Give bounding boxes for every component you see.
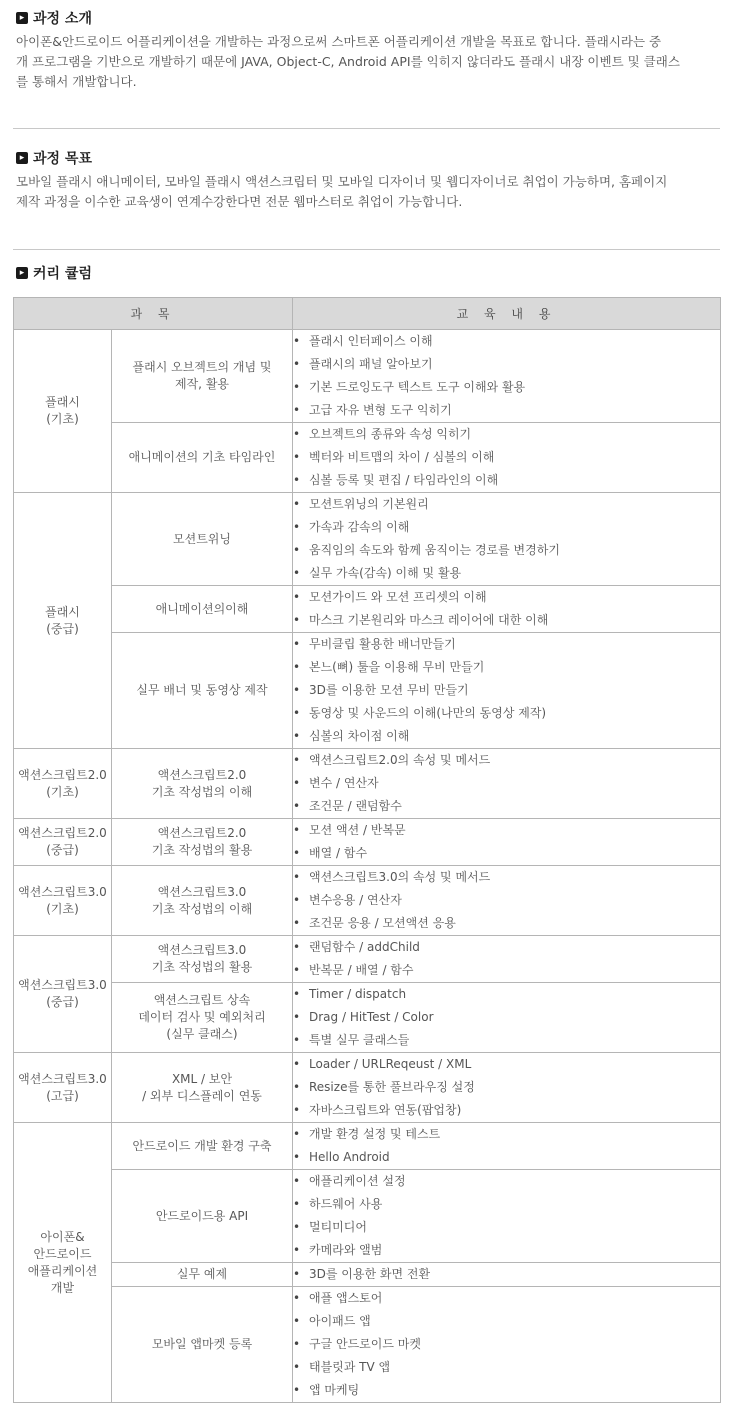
table-row (14, 1263, 721, 1287)
arrow-bullet-icon: ▸ (16, 152, 28, 164)
content-item: • Resize를 통한 풀브라우징 설정 (293, 1076, 720, 1099)
content-item: • 하드웨어 사용 (293, 1193, 720, 1216)
subject-label: 애니메이션의이해 (155, 601, 249, 616)
subject-cell (112, 1053, 293, 1123)
table-row (14, 633, 721, 749)
content-item: • 실무 가속(감속) 이해 및 활용 (293, 562, 720, 585)
table-row (14, 1170, 721, 1263)
category-label: (중급) (46, 995, 79, 1009)
content-list (293, 1123, 720, 1169)
content-item: • Timer / dispatch (293, 983, 720, 1006)
intro-line: 를 통해서 개발합니다. (16, 74, 137, 89)
curriculum-table (13, 297, 721, 1403)
category-label: 플래시 (45, 395, 80, 409)
subject-label: 액션스크립트 상속 (153, 993, 251, 1007)
category-cell (14, 1123, 112, 1403)
category-cell (14, 493, 112, 749)
table-row (14, 1123, 721, 1170)
content-item: • 앱 마케팅 (293, 1379, 720, 1402)
content-cell (293, 819, 721, 866)
section-divider (13, 128, 720, 129)
category-cell (14, 330, 112, 493)
category-label: (기초) (46, 784, 79, 799)
subject-label: 실무 배너 및 동영상 제작 (136, 683, 268, 697)
goal-heading (16, 148, 716, 168)
content-item: • 카메라와 앨범 (293, 1239, 720, 1262)
content-cell (293, 493, 721, 586)
subject-label: (실무 클래스) (166, 1027, 238, 1041)
table-row (14, 423, 721, 493)
header-subject: 과 목 (14, 298, 293, 330)
content-item: • 개발 환경 설정 및 테스트 (293, 1123, 720, 1146)
subject-label: 실무 예제 (176, 1267, 228, 1281)
category-cell (14, 866, 112, 936)
content-list (293, 1170, 720, 1262)
intro-title: 과정 소개 (33, 11, 92, 27)
category-cell (14, 819, 112, 866)
subject-cell (112, 866, 293, 936)
table-row (14, 330, 721, 423)
table-row (14, 493, 721, 586)
content-item: • 움직임의 속도와 함께 움직이는 경로를 변경하기 (293, 539, 720, 562)
subject-label: 기초 작성법의 활용 (151, 843, 253, 857)
subject-label: XML / 보안 (171, 1071, 233, 1086)
content-item: • 액션스크립트3.0의 속성 및 메서드 (293, 866, 720, 889)
content-item: • 멀티미디어 (293, 1216, 720, 1239)
content-list (293, 493, 720, 585)
category-label: 액션스크립트2.0 (18, 767, 107, 782)
content-cell (293, 330, 721, 423)
subject-label: 안드로이드용 API (155, 1208, 249, 1223)
category-label: 애플리케이션 (27, 1263, 98, 1278)
subject-label: / 외부 디스플레이 연동 (142, 1088, 262, 1103)
category-label: (기초) (46, 901, 79, 916)
intro-text (16, 32, 716, 92)
content-list (293, 819, 720, 865)
arrow-bullet-icon: ▸ (16, 267, 28, 279)
subject-cell (112, 819, 293, 866)
table-row (14, 1287, 721, 1403)
subject-cell (112, 330, 293, 423)
subject-label: 액션스크립트2.0 (157, 767, 247, 782)
content-item: • Drag / HitTest / Color (293, 1006, 720, 1029)
content-item: • 심볼의 차이점 이해 (293, 725, 720, 748)
content-item: • Hello Android (293, 1146, 720, 1169)
goal-section (16, 148, 716, 212)
subject-label: 데이터 검사 및 예외처리 (138, 1010, 266, 1024)
subject-label: 모션트위닝 (173, 531, 231, 546)
content-item: • 변수응용 / 연산자 (293, 889, 720, 912)
intro-section (16, 8, 716, 92)
category-label: (기초) (46, 412, 79, 426)
category-label: 플래시 (45, 604, 80, 619)
content-item: • 랜덤함수 / addChild (293, 936, 720, 959)
curriculum-section (16, 263, 716, 283)
content-item: • 모션 액션 / 반복문 (293, 819, 720, 842)
goal-line: 모바일 플래시 애니메이터, 모바일 플래시 액션스크립터 및 모바일 디자이너 및 웹디자이너로 취업이 가능하며, 홈페이지 (16, 174, 668, 189)
subject-cell (112, 983, 293, 1053)
content-list (293, 1287, 720, 1402)
content-item: • 구글 안드로이드 마켓 (293, 1333, 720, 1356)
content-item: • 플래시의 패널 알아보기 (293, 353, 720, 376)
content-cell (293, 1053, 721, 1123)
content-list (293, 1263, 720, 1286)
category-label: (중급) (46, 621, 79, 636)
content-item: • 무비클립 활용한 배너만들기 (293, 633, 720, 656)
content-item: • Loader / URLReqeust / XML (293, 1053, 720, 1076)
subject-cell (112, 586, 293, 633)
content-list (293, 423, 720, 492)
content-item: • 자바스크립트와 연동(팝업창) (293, 1099, 720, 1122)
content-item: • 애플리케이션 설정 (293, 1170, 720, 1193)
content-item: • 동영상 및 사운드의 이해(나만의 동영상 제작) (293, 702, 720, 725)
content-item: • 심볼 등록 및 편집 / 타임라인의 이해 (293, 469, 720, 492)
subject-label: 모바일 앱마켓 등록 (151, 1337, 253, 1351)
content-item: • 마스크 기본원리와 마스크 레이어에 대한 이해 (293, 609, 720, 632)
content-list (293, 866, 720, 935)
subject-cell (112, 423, 293, 493)
goal-title: 과정 목표 (33, 151, 92, 167)
content-cell (293, 749, 721, 819)
content-item: • 오브젝트의 종류와 속성 익히기 (293, 423, 720, 446)
subject-cell (112, 1263, 293, 1287)
table-row (14, 1053, 721, 1123)
subject-label: 액션스크립트2.0 (157, 826, 247, 840)
curriculum-body (14, 330, 721, 1403)
content-item: • 3D를 이용한 모션 무비 만들기 (293, 679, 720, 702)
content-list (293, 1053, 720, 1122)
content-item: • 배열 / 함수 (293, 842, 720, 865)
header-content: 교 육 내 용 (293, 298, 721, 330)
category-label: 액션스크립트3.0 (18, 1071, 107, 1086)
content-list (293, 983, 720, 1052)
content-cell (293, 983, 721, 1053)
intro-line: 개 프로그램을 기반으로 개발하기 때문에 JAVA, Object-C, Android API를 익히지 않더라도 플래시 내장 이벤트 및 클래스 (16, 54, 680, 69)
arrow-bullet-icon: ▸ (16, 12, 28, 24)
content-item: • 액션스크립트2.0의 속성 및 메서드 (293, 749, 720, 772)
table-row (14, 819, 721, 866)
subject-cell (112, 749, 293, 819)
subject-cell (112, 1170, 293, 1263)
subject-label: 액션스크립트3.0 (157, 943, 247, 957)
content-item: • 3D를 이용한 화면 전환 (293, 1263, 720, 1286)
subject-cell (112, 633, 293, 749)
content-item: • 모션트위닝의 기본원리 (293, 493, 720, 516)
content-item: • 반복문 / 배열 / 함수 (293, 959, 720, 982)
section-divider (13, 249, 720, 250)
subject-label: 애니메이션의 기초 타임라인 (128, 450, 276, 464)
subject-cell (112, 1287, 293, 1403)
content-list (293, 749, 720, 818)
category-label: 액션스크립트3.0 (18, 884, 107, 899)
category-cell (14, 1053, 112, 1123)
content-cell (293, 423, 721, 493)
category-label: 액션스크립트2.0 (18, 826, 107, 840)
content-item: • 벡터와 비트맵의 차이 / 심볼의 이해 (293, 446, 720, 469)
goal-line: 제작 과정을 이수한 교육생이 연계수강한다면 전문 웹마스터로 취업이 가능합니다. (16, 194, 463, 209)
intro-heading (16, 8, 716, 28)
content-cell (293, 1263, 721, 1287)
content-list (293, 586, 720, 632)
content-cell (293, 1170, 721, 1263)
content-list (293, 633, 720, 748)
curriculum-title: 커리 큘럼 (33, 266, 92, 282)
category-label: 개발 (50, 1280, 75, 1295)
subject-label: 안드로이드 개발 환경 구축 (132, 1138, 272, 1153)
content-item: • 플래시 인터페이스 이해 (293, 330, 720, 353)
category-label: (고급) (46, 1088, 79, 1103)
content-item: • 본느(뼈) 툴을 이용해 무비 만들기 (293, 656, 720, 679)
content-cell (293, 1123, 721, 1170)
table-row (14, 586, 721, 633)
content-list (293, 330, 720, 422)
subject-label: 기초 작성법의 이해 (151, 784, 253, 799)
content-item: • 가속과 감속의 이해 (293, 516, 720, 539)
intro-line: 아이폰&안드로이드 어플리케이션을 개발하는 과정으로써 스마트폰 어플리케이션 개발을 목표로 합니다. 플래시라는 중 (16, 34, 662, 49)
category-label: 안드로이드 (33, 1246, 92, 1261)
subject-label: 기초 작성법의 이해 (151, 901, 253, 916)
content-item: • 조건문 응용 / 모션액션 응용 (293, 912, 720, 935)
category-label: 액션스크립트3.0 (18, 978, 107, 992)
category-cell (14, 936, 112, 1053)
content-item: • 아이패드 앱 (293, 1310, 720, 1333)
subject-cell (112, 936, 293, 983)
content-item: • 조건문 / 랜덤함수 (293, 795, 720, 818)
table-header-row (14, 298, 721, 330)
content-cell (293, 1287, 721, 1403)
table-row (14, 936, 721, 983)
subject-label: 제작, 활용 (175, 377, 229, 391)
content-item: • 애플 앱스토어 (293, 1287, 720, 1310)
subject-label: 액션스크립트3.0 (157, 884, 247, 899)
content-cell (293, 936, 721, 983)
content-cell (293, 633, 721, 749)
content-item: • 기본 드로잉도구 텍스트 도구 이해와 활용 (293, 376, 720, 399)
table-row (14, 983, 721, 1053)
curriculum-heading (16, 263, 716, 283)
content-item: • 고급 자유 변형 도구 익히기 (293, 399, 720, 422)
content-item: • 변수 / 연산자 (293, 772, 720, 795)
table-row (14, 749, 721, 819)
table-row (14, 866, 721, 936)
goal-text (16, 172, 716, 212)
content-item: • 모션가이드 와 모션 프리셋의 이해 (293, 586, 720, 609)
category-label: (중급) (46, 843, 79, 857)
subject-cell (112, 1123, 293, 1170)
content-item: • 태블릿과 TV 앱 (293, 1356, 720, 1379)
content-item: • 특별 실무 클래스들 (293, 1029, 720, 1052)
subject-label: 플래시 오브젝트의 개념 및 (132, 360, 272, 374)
category-label: 아이폰& (40, 1229, 85, 1244)
content-cell (293, 866, 721, 936)
subject-cell (112, 493, 293, 586)
category-cell (14, 749, 112, 819)
subject-label: 기초 작성법의 활용 (151, 960, 253, 974)
content-list (293, 936, 720, 982)
content-cell (293, 586, 721, 633)
